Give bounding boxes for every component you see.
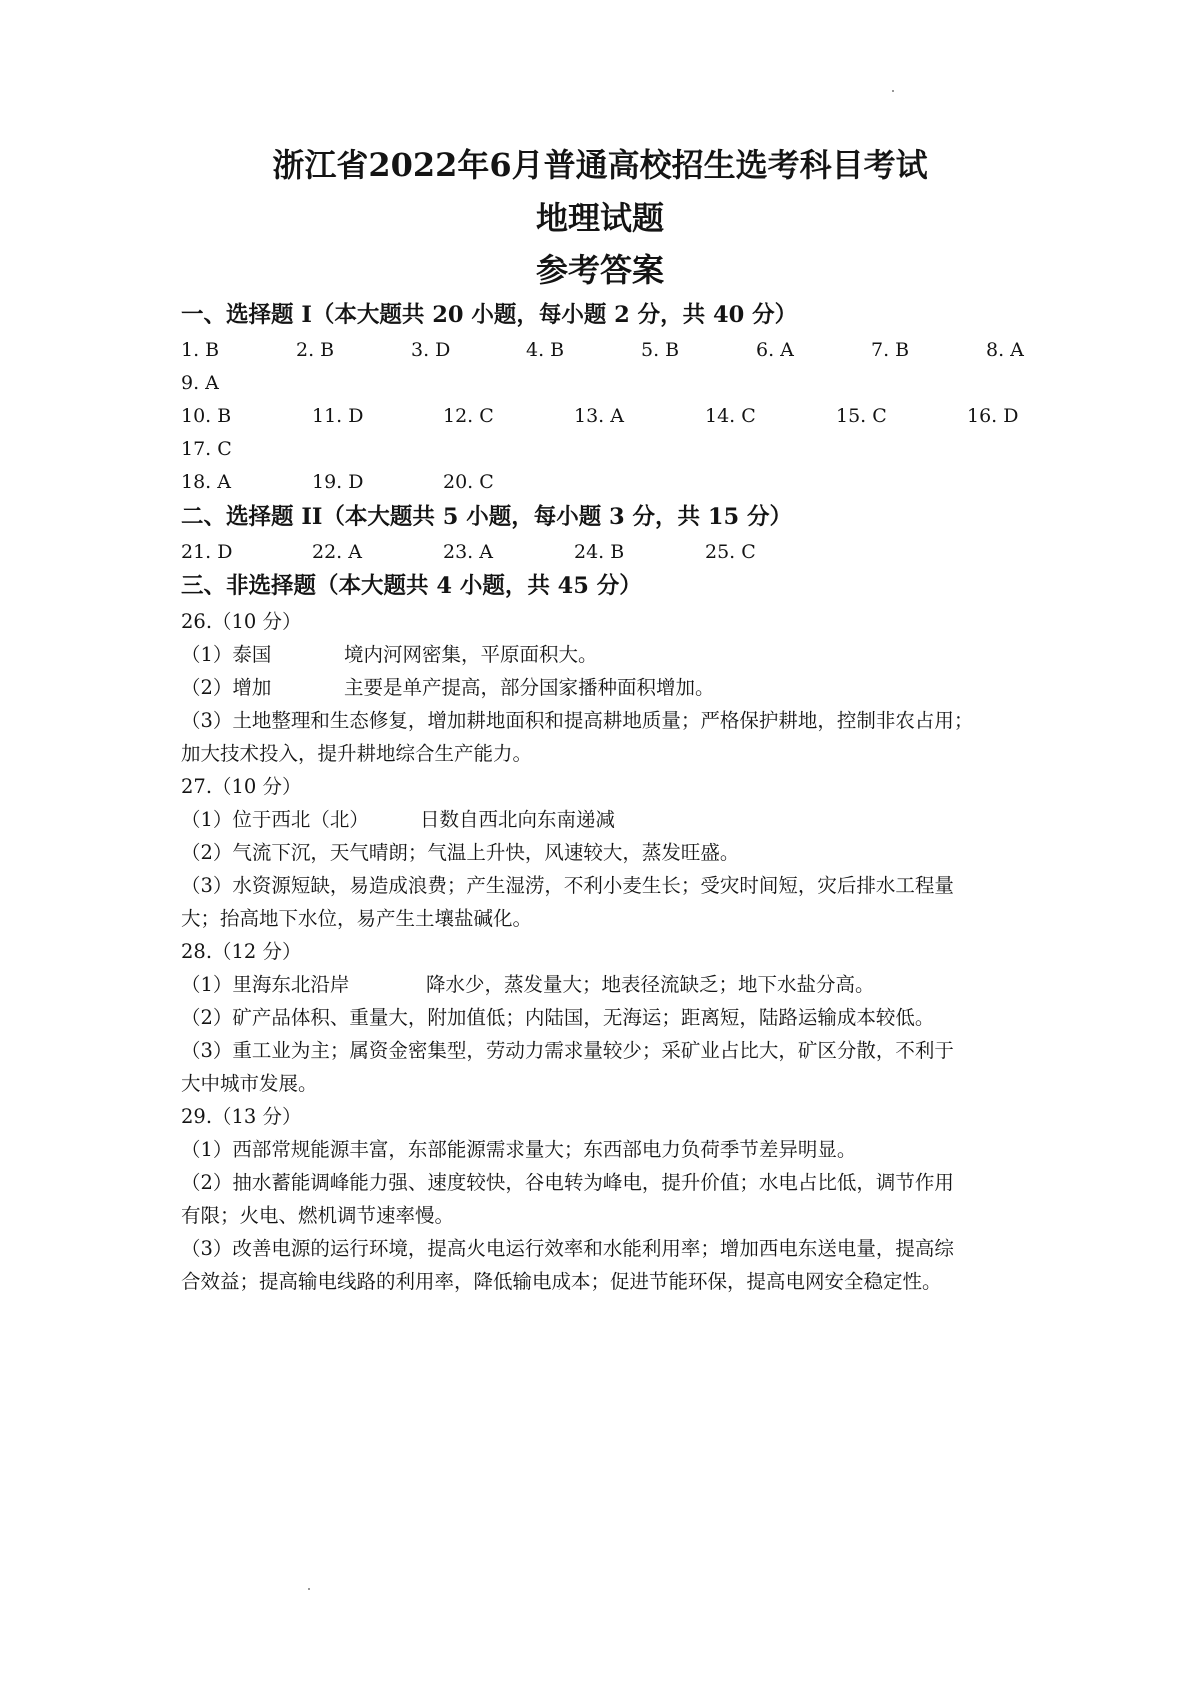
answer-item: 1. B xyxy=(181,339,220,361)
part-text: 矿产品体积、重量大，附加值低；内陆国，无海运；距离短，陆路运输成本较低。 xyxy=(232,1006,935,1029)
answer-line xyxy=(181,705,1031,737)
answer-line xyxy=(181,1167,1031,1199)
answer-item: 10. B xyxy=(181,405,232,427)
part-text: 泰国 xyxy=(232,643,272,666)
answer-line xyxy=(181,672,1031,704)
part-text: 重工业为主；属资金密集型，劳动力需求量较少；采矿业占比大，矿区分散，不利于 xyxy=(232,1039,954,1062)
part-marker: （2） xyxy=(181,1006,233,1029)
answer-item: 6. A xyxy=(756,339,794,361)
answer-item: 4. B xyxy=(526,339,565,361)
answer-item: 7. B xyxy=(871,339,910,361)
answer-line xyxy=(181,1266,1031,1298)
part-marker: （3） xyxy=(181,1237,233,1260)
part-text: 改善电源的运行环境，提高火电运行效率和水能利用率；增加西电东送电量，提高综 xyxy=(232,1237,954,1260)
answer-line xyxy=(181,1134,1031,1166)
part-text-wrap: 有限；火电、燃机调节速率慢。 xyxy=(181,1204,455,1227)
answer-item: 17. C xyxy=(181,438,232,460)
answer-line xyxy=(181,1002,1031,1034)
answer-item: 16. D xyxy=(967,405,1019,427)
answer-key-title: 参考答案 xyxy=(535,251,664,289)
part-text: 里海东北沿岸 xyxy=(232,973,350,996)
part-marker: （3） xyxy=(181,709,233,732)
part-text: 西部常规能源丰富，东部能源需求量大；东西部电力负荷季节差异明显。 xyxy=(232,1138,857,1161)
part-text-continued: 降水少，蒸发量大；地表径流缺乏；地下水盐分高。 xyxy=(426,973,875,996)
answer-item: 5. B xyxy=(641,339,680,361)
answer-line xyxy=(181,1233,1031,1265)
part-text: 水资源短缺，易造成浪费；产生湿涝，不利小麦生长；受灾时间短，灾后排水工程量 xyxy=(232,874,954,897)
part-text-wrap: 合效益；提高输电线路的利用率，降低输电成本；促进节能环保，提高电网安全稳定性。 xyxy=(181,1270,942,1293)
answer-item: 8. A xyxy=(986,339,1024,361)
part-text-continued: 日数自西北向东南递减 xyxy=(420,808,616,831)
answer-item: 11. D xyxy=(312,405,364,427)
part-text: 气流下沉，天气晴朗；气温上升快，风速较大，蒸发旺盛。 xyxy=(232,841,740,864)
answer-item: 12. C xyxy=(443,405,494,427)
question-label: 26.（10 分） xyxy=(181,610,302,633)
question-label: 29.（13 分） xyxy=(181,1105,302,1128)
answer-line xyxy=(181,1068,1031,1100)
answer-line xyxy=(181,639,1031,671)
answer-item: 23. A xyxy=(443,541,493,563)
section1-heading: 一、选择题 I（本大题共 20 小题，每小题 2 分，共 40 分） xyxy=(181,302,798,328)
exam-title: 浙江省2022年6月普通高校招生选考科目考试 xyxy=(272,146,928,184)
answer-item: 22. A xyxy=(312,541,362,563)
part-text-wrap: 大；抬高地下水位，易产生土壤盐碱化。 xyxy=(181,907,533,930)
subject-title: 地理试题 xyxy=(535,199,664,237)
answer-line xyxy=(181,837,1031,869)
question-label: 28.（12 分） xyxy=(181,940,302,963)
scan-speck xyxy=(892,90,894,92)
scan-speck xyxy=(308,1588,310,1590)
answer-item: 2. B xyxy=(296,339,335,361)
answer-line xyxy=(181,738,1031,770)
part-marker: （1） xyxy=(181,973,233,996)
part-marker: （2） xyxy=(181,676,233,699)
section3-heading: 三、非选择题（本大题共 4 小题，共 45 分） xyxy=(181,573,642,599)
answer-line xyxy=(181,1035,1031,1067)
section2-heading: 二、选择题 II（本大题共 5 小题，每小题 3 分，共 15 分） xyxy=(181,504,793,530)
answer-item: 3. D xyxy=(411,339,451,361)
part-text: 土地整理和生态修复，增加耕地面积和提高耕地质量；严格保护耕地，控制非农占用； xyxy=(232,709,974,732)
part-marker: （2） xyxy=(181,841,233,864)
part-marker: （3） xyxy=(181,874,233,897)
answer-line xyxy=(181,903,1031,935)
answer-line xyxy=(181,969,1031,1001)
part-text-wrap: 大中城市发展。 xyxy=(181,1072,318,1095)
answer-item: 24. B xyxy=(574,541,625,563)
answer-item: 21. D xyxy=(181,541,233,563)
part-text: 抽水蓄能调峰能力强、速度较快，谷电转为峰电，提升价值；水电占比低，调节作用 xyxy=(232,1171,954,1194)
part-marker: （1） xyxy=(181,643,233,666)
part-text: 增加 xyxy=(232,676,272,699)
question-label: 27.（10 分） xyxy=(181,775,302,798)
answer-item: 13. A xyxy=(574,405,624,427)
answer-item: 25. C xyxy=(705,541,756,563)
answer-item: 14. C xyxy=(705,405,756,427)
answer-line xyxy=(181,870,1031,902)
answer-item: 19. D xyxy=(312,471,364,493)
part-text-continued: 境内河网密集，平原面积大。 xyxy=(344,643,598,666)
answer-item: 15. C xyxy=(836,405,887,427)
answer-item: 20. C xyxy=(443,471,494,493)
part-text-wrap: 加大技术投入，提升耕地综合生产能力。 xyxy=(181,742,533,765)
part-marker: （2） xyxy=(181,1171,233,1194)
answer-line xyxy=(181,1200,1031,1232)
part-text-continued: 主要是单产提高，部分国家播种面积增加。 xyxy=(344,676,715,699)
answer-line xyxy=(181,804,1031,836)
answer-item: 9. A xyxy=(181,372,219,394)
part-marker: （3） xyxy=(181,1039,233,1062)
part-marker: （1） xyxy=(181,808,233,831)
part-marker: （1） xyxy=(181,1138,233,1161)
answer-item: 18. A xyxy=(181,471,231,493)
part-text: 位于西北（北） xyxy=(232,808,369,831)
